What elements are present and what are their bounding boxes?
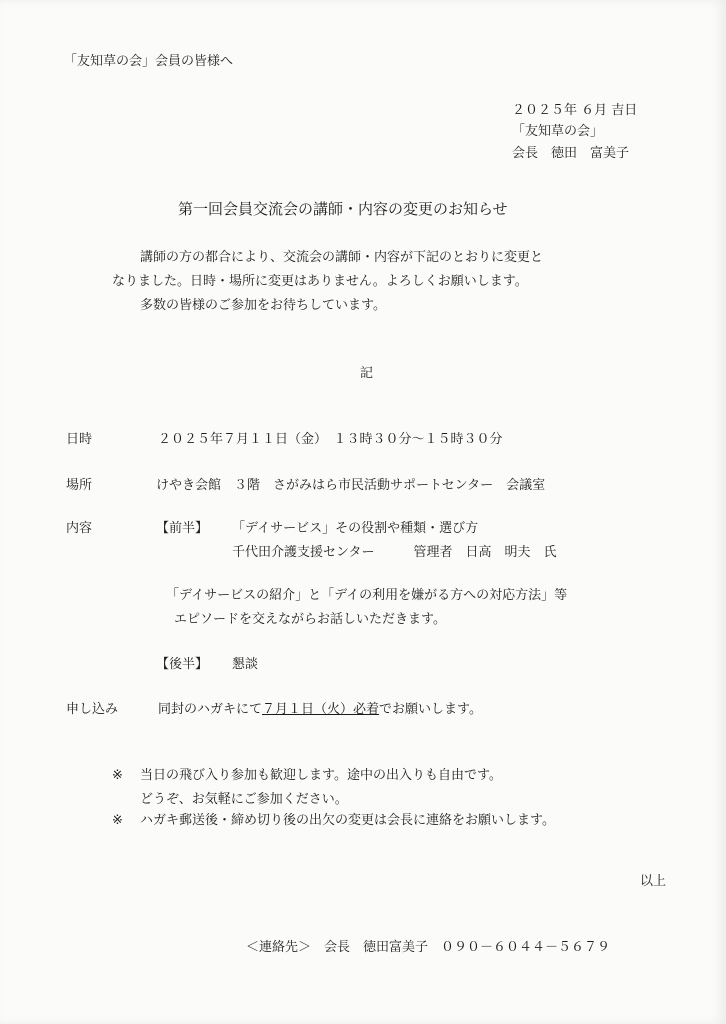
note-mark-2: ※ [112, 813, 123, 828]
second-half-tag: 【後半】 [156, 657, 209, 672]
apply-text-before: 同封のハガキにて [158, 702, 263, 717]
datetime-value: ２０２５年７月１１日（金） １３時３０分～１５時３０分 [158, 432, 503, 447]
apply-deadline: ７月１日（火）必着 [262, 702, 380, 717]
note-mark-1: ※ [112, 768, 123, 783]
issue-date: ２０２５年 ６月 吉日 [512, 103, 638, 118]
note-1-line-1: 当日の飛び入り参加も歓迎します。途中の出入りも自由です。 [140, 768, 502, 783]
contact-info: ＜連絡先＞ 会長 徳田富美子 ０９０－６０４４－５６７９ [246, 940, 611, 955]
note-1-line-2: どうぞ、お気軽にご参加ください。 [140, 792, 348, 807]
document-title: 第一回会員交流会の講師・内容の変更のお知らせ [178, 200, 508, 218]
place-label: 場所 [66, 478, 93, 493]
second-half-topic: 懇談 [232, 657, 259, 672]
first-half-topic: 「デイサービス」その役割や種類・選び方 [232, 521, 479, 536]
content-description-2: エピソードを交えながらお話しいただきます。 [174, 612, 446, 627]
place-value: けやき会館 ３階 さがみはら市民活動サポートセンター 会議室 [156, 478, 546, 493]
addressee: 「友知草の会」会員の皆様へ [64, 54, 234, 69]
intro-line-1: 講師の方の都合により、交流会の講師・内容が下記のとおりに変更と [140, 250, 544, 265]
first-half-tag: 【前半】 [156, 521, 209, 536]
sender-name: 会長 徳田 富美子 [512, 146, 630, 161]
content-description-1: 「デイサービスの紹介」と「デイの利用を嫌がる方への対応方法」等 [166, 588, 568, 603]
note-2-line-1: ハガキ郵送後・締め切り後の出欠の変更は会長に連絡をお願いします。 [140, 813, 555, 828]
intro-line-2: なりました。日時・場所に変更はありません。よろしくお願いします。 [112, 274, 528, 289]
organization-name: 「友知草の会」 [512, 124, 604, 139]
apply-label: 申し込み [66, 702, 119, 717]
apply-text-after: でお願いします。 [379, 702, 482, 717]
apply-text [158, 702, 482, 718]
ki-heading: 記 [360, 366, 374, 381]
intro-line-3: 多数の皆様のご参加をお待ちしています。 [140, 298, 386, 313]
datetime-label: 日時 [66, 432, 93, 447]
speaker-info: 千代田介護支援センター 管理者 日高 明夫 氏 [232, 545, 557, 560]
content-label: 内容 [66, 521, 93, 536]
closing-text: 以上 [640, 874, 667, 889]
